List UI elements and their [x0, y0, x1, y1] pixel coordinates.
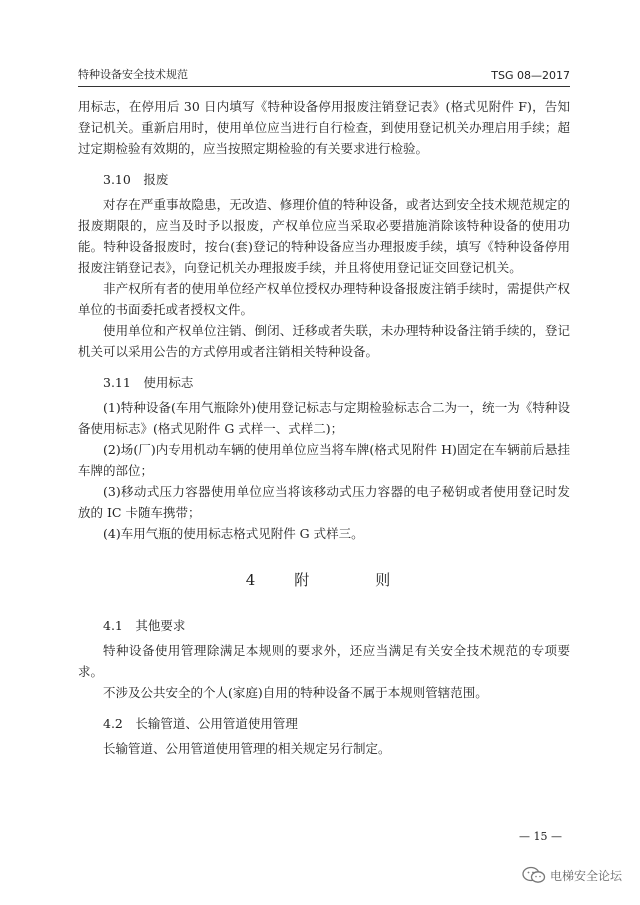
paragraph: 对存在严重事故隐患，无改造、修理价值的特种设备，或者达到安全技术规范规定的报废期限的，应当及时予以报废，产权单位应当采取必要措施消除该特种设备的使用功能。特种设备报废时，按台(套)登记的特种设备应当办理报废手续，填写《特种设备停用报废注销登记表》，向登记机关办理报废手续，并且将使用登记证交回登记机关。: [78, 197, 570, 275]
list-item: (3)移动式压力容器使用单位应当将该移动式压力容器的电子秘钥或者使用登记时发放的 IC 卡随车携带；: [78, 484, 570, 520]
paragraph: 用标志，在停用后 30 日内填写《特种设备停用报废注销登记表》(格式见附件 F)，告知登记机关。重新启用时，使用单位应当进行自行检查，到使用登记机关办理启用手续；超过定期检验有效期的，应当按照定期检验的有关要求进行检验。: [78, 99, 570, 156]
section-heading-4-1: 4.1 其他要求: [103, 618, 186, 633]
list-item: (1)特种设备(车用气瓶除外)使用登记标志与定期检验标志合二为一，统一为《特种设备使用标志》(格式见附件 G 式样一、式样二)；: [78, 400, 570, 436]
header-code: TSG 08—2017: [491, 69, 570, 82]
list-item: (2)场(厂)内专用机动车辆的使用单位应当将车牌(格式见附件 H)固定在车辆前后悬挂车牌的部位；: [78, 442, 570, 478]
section-heading-4-2: 4.2 长输管道、公用管道使用管理: [103, 716, 298, 731]
paragraph: 非产权所有者的使用单位经产权单位授权办理特种设备报废注销手续时，需提供产权单位的书面委托或者授权文件。: [78, 281, 570, 317]
list-item: (4)车用气瓶的使用标志格式见附件 G 式样三。: [103, 526, 364, 541]
section-heading-3-11: 3.11 使用标志: [103, 375, 194, 390]
paragraph: 特种设备使用管理除满足本规则的要求外，还应当满足有关安全技术规范的专项要求。: [78, 643, 570, 679]
section-heading-3-10: 3.10 报废: [103, 172, 169, 187]
chapter-title: 4 附 则: [245, 571, 403, 589]
watermark-text: 电梯安全论坛: [549, 868, 622, 883]
paragraph: 长输管道、公用管道使用管理的相关规定另行制定。: [103, 741, 391, 756]
watermark: [522, 866, 622, 884]
wechat-icon: [522, 866, 546, 884]
paragraph: 使用单位和产权单位注销、倒闭、迁移或者失联，未办理特种设备注销手续的，登记机关可以采用公告的方式停用或者注销相关特种设备。: [78, 323, 570, 359]
paragraph: 不涉及公共安全的个人(家庭)自用的特种设备不属于本规则管辖范围。: [103, 685, 488, 700]
page-number: — 15 —: [519, 830, 562, 843]
page-header: [78, 60, 570, 87]
header-title: 特种设备安全技术规范: [78, 68, 188, 81]
document-body: [78, 96, 570, 759]
